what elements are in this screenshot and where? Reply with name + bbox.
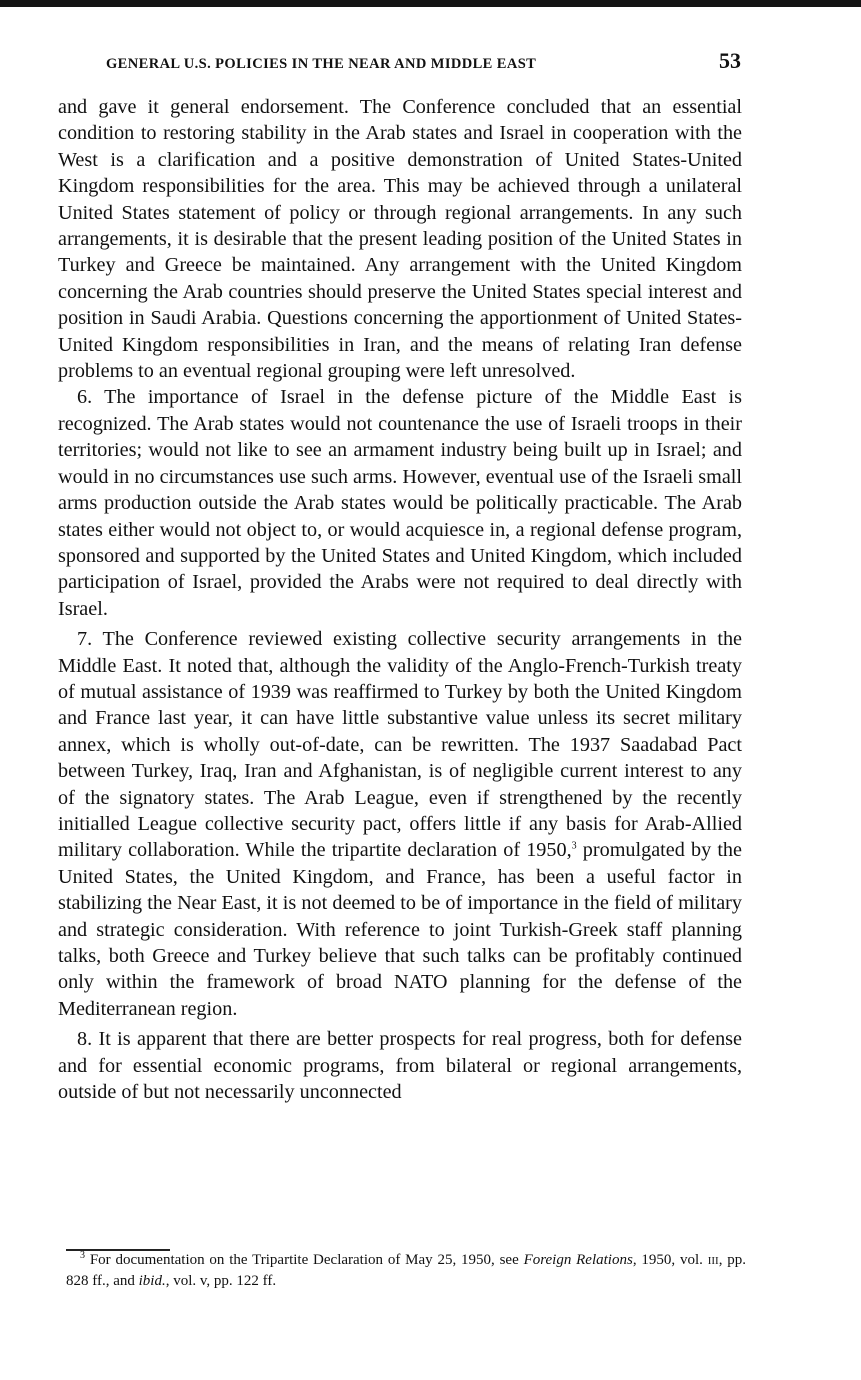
footnote-reference: 3 [571, 840, 577, 852]
top-edge-rule [0, 0, 861, 7]
footnote-marker: 3 [80, 1250, 85, 1261]
footnote-3: $^3$ For documentation on the Tripartite Declaration of May 25, 1950, see Foreign Relations, 1950, vol. iii, pp. 828 ff., and ibid., vol. v, pp. 122 ff. [66, 1250, 747, 1289]
paragraph-continuation: and gave it general endorsement. The Conference concluded that an essential condition to restoring stability in the Arab states and Israel in cooperation with the West is a clarification and a positive demonstration of United States-United Kingdom responsibilities for the area. This may be achieved through a unilateral United States statement of policy or through regional arrangements. In any such arrangements, it is desirable that the present leading position of the United States in Turkey and Greece be maintained. Any arrangement with the United Kingdom concerning the Arab countries should preserve the United States special interest and position in Saudi Arabia. Questions concerning the apportionment of United States-United Kingdom responsibilities in Iran, and the means of relating Iran defense problems to an eventual regional grouping were left unresolved. [58, 96, 742, 383]
page-number: 53 [719, 48, 741, 73]
footnote [66, 1250, 746, 1292]
running-head [100, 48, 745, 78]
paragraph-6: 6. The importance of Israel in the defense picture of the Middle East is recognized. The Arab states would not countenance the use of Israeli troops in their territories; would not like to see an armament industry being built up in Israel; and would in no circumstances use such arms. However, eventual use of the Israeli small arms production outside the Arab states would be politically practicable. The Arab states either would not object to, or would acquiesce in, a regional defense program, sponsored and supported by the United States and United Kingdom, which included participation of Israel, provided the Arabs were not required to deal directly with Israel. [58, 386, 742, 620]
paragraph-7: 7. The Conference reviewed existing collective security arrangements in the Middle East. It noted that, although the validity of the Anglo-French-Turkish treaty of mutual assistance of 1939 was reaffirmed to Turkey by both the United Kingdom and France last year, it can have little substantive value unless its secret military annex, which is wholly out-of-date, can be rewritten. The 1937 Saadabad Pact between Turkey, Iraq, Iran and Afghanistan, is of negligible current interest to any of the signatory states. The Arab League, even if strengthened by the recently initialled League collective security pact, offers little if any basis for Arab-Allied military collaboration. While the tripartite declaration of 1950,$^3$ promulgated by the United States, the United Kingdom, and France, has been a useful factor in stabilizing the Near East, it is not deemed to be of importance in the field of military and strategic consideration. With reference to joint Turkish-Greek staff planning talks, both Greece and Turkey believe that such talks can be profitably continued only within the framework of broad NATO planning for the defense of the Mediterranean region. [58, 628, 742, 1020]
paragraph-8: 8. It is apparent that there are better prospects for real progress, both for defense and for essential economic programs, from bilateral or regional arrangements, outside of but not necessarily unconnected [58, 1028, 742, 1104]
body-text [58, 94, 742, 1105]
running-title: GENERAL U.S. POLICIES IN THE NEAR AND MIDDLE EAST [106, 56, 537, 72]
